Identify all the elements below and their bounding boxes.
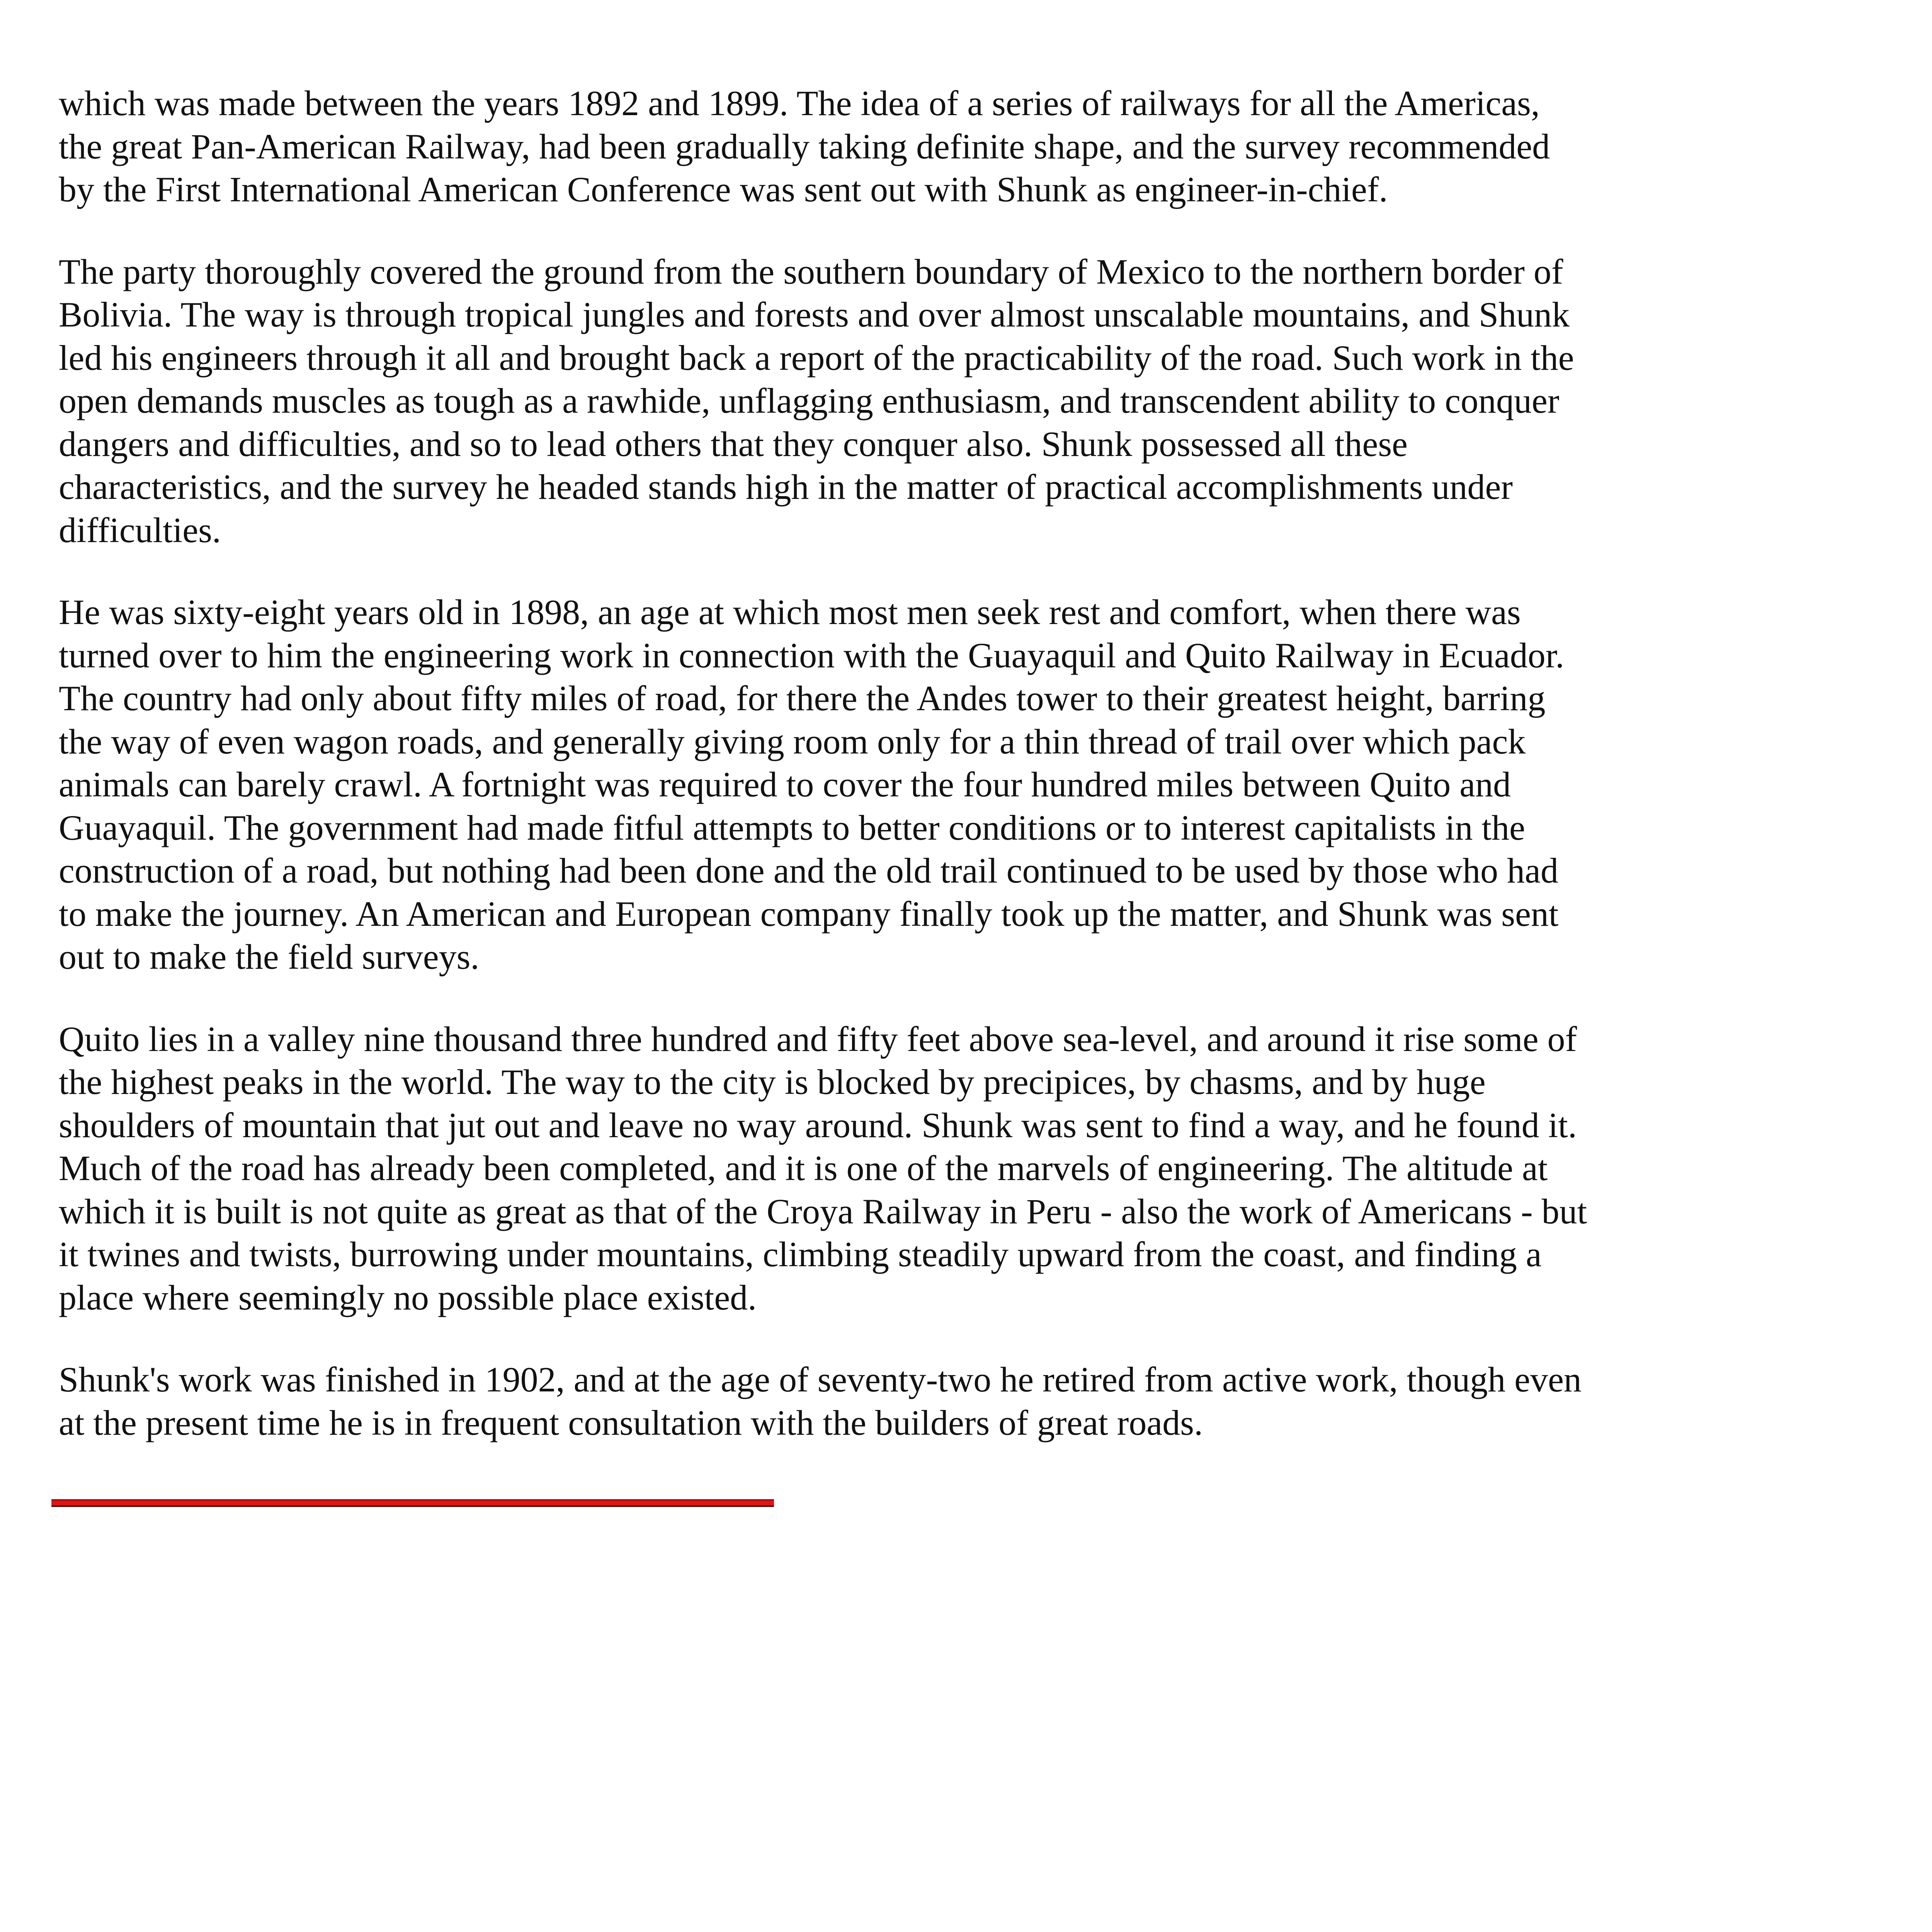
paragraph: The party thoroughly covered the ground from the southern boundary of Mexico to the northern border of Bolivia. The way is through tropical jungles and forests and over almost unscalable mountains, and Shunk led his engineers through it all and brought back a report of the practicability of the road. Such work in the open demands muscles as tough as a rawhide, unflagging enthusiasm, and transcendent ability to conquer dangers and difficulties, and so to lead others that they conquer also. Shunk possessed all these characteristics, and the survey he headed stands high in the matter of practical accomplishments under difficulties. [59,252,1574,550]
paragraph: Quito lies in a valley nine thousand three hundred and fifty feet above sea-level, and around it rise some of the highest peaks in the world. The way to the city is blocked by precipices, by chasms, and by huge shoulders of mountain that jut out and leave no way around. Shunk was sent to find a way, and he found it. Much of the road has already been completed, and it is one of the marvels of engineering. The altitude at which it is built is not quite as great as that of the Croya Railway in Peru - also the work of Americans - but it twines and twists, burrowing under mountains, climbing steadily upward from the coast, and finding a place where seemingly no possible place existed. [59,1019,1587,1317]
paragraph: He was sixty-eight years old in 1898, an age at which most men seek rest and comfort, when there was turned over to him the engineering work in connection with the Guayaquil and Quito Railway in Ecuador. The country had only about fifty miles of road, for there the Andes tower to their greatest height, barring the way of even wagon roads, and generally giving room only for a thin thread of trail over which pack animals can barely crawl. A fortnight was required to cover the four hundred miles between Quito and Guayaquil. The government had made fitful attempts to better conditions or to interest capitalists in the construction of a road, but nothing had been done and the old trail continued to be used by those who had to make the journey. An American and European company finally took up the matter, and Shunk was sent out to make the field surveys. [59,592,1565,976]
article-body [59,82,1732,1483]
paragraph: Shunk's work was finished in 1902, and at the age of seventy-two he retired from active work, though even at the present time he is in frequent consultation with the builders of great roads. [59,1360,1582,1442]
paragraph: which was made between the years 1892 and 1899. The idea of a series of railways for all the Americas, the great Pan-American Railway, had been gradually taking definite shape, and the survey recommended by the First International American Conference was sent out with Shunk as engineer-in-chief. [59,83,1550,209]
section-divider [51,1499,774,1507]
